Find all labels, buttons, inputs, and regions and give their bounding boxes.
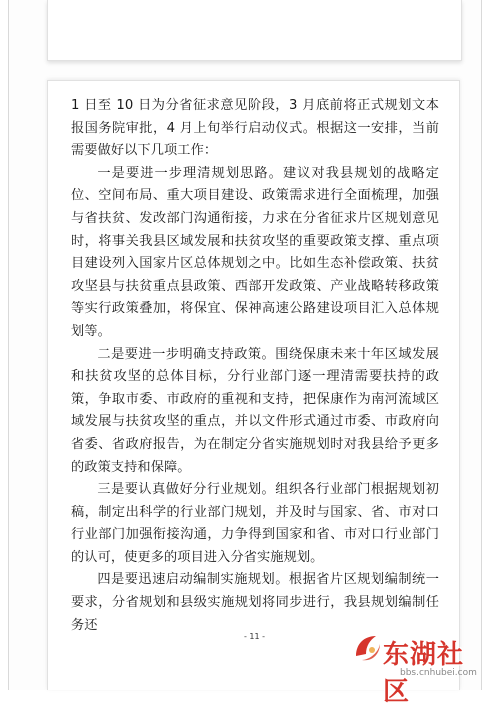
paragraph-item-3: 三是要认真做好分行业规划。组织各行业部门根据规划初稿，制定出科学的行业部门规划，并及时与国家、省、市对口行业部门加强衔接沟通，力争得到国家和省、市对口行业部门的认可，使更多的项目进入分省实施规划。 xyxy=(71,482,439,565)
paragraph-continuation: 1 日至 10 日为分省征求意见阶段，3 月底前将正式规划文本报国务院审批，4 月上旬举行启动仪式。根据这一安排，当前需要做好以下几项工作： xyxy=(71,98,439,159)
watermark-url: bbs.cnhubei.com xyxy=(400,668,477,678)
forum-watermark xyxy=(350,626,485,707)
body-text xyxy=(71,95,439,637)
paragraph-item-4: 四是要迅速启动编制实施规划。根据省片区规划编制统一要求，分省规划和县级实施规划将同步进行，我县规划编制任务还 xyxy=(71,572,439,633)
viewer-frame xyxy=(8,0,482,690)
document-page xyxy=(47,80,460,690)
forum-logo-icon xyxy=(350,630,386,666)
previous-page-bottom xyxy=(47,0,462,61)
watermark-title: 东湖社区 xyxy=(383,640,465,707)
page-number: - 11 - xyxy=(243,632,266,641)
paragraph-item-2: 二是要进一步明确支持政策。围绕保康未来十年区域发展和扶贫攻坚的总体目标，分行业部门逐一理清需要扶持的政策，争取市委、市政府的重视和支持，把保康作为南河流域区域发展与扶贫攻坚的重点，并以文件形式通过市委、市政府向省委、省政府报告，为在制定分省实施规划时对我县给予更多的政策支持和保障。 xyxy=(71,346,439,475)
paragraph-item-1: 一是要进一步理清规划思路。建议对我县规划的战略定位、空间布局、重大项目建设、政策需求进行全面梳理，加强与省扶贫、发改部门沟通衔接，力求在分省征求片区规划意见时，将事关我县区域发展和扶贫攻坚的重要政策支撑、重点项目建设列入国家片区总体规划之中。比如生态补偿政策、扶贫攻坚县与扶贫重点县政策、西部开发政策、产业战略转移政策等实行政策叠加，将保宜、保神高速公路建设项目汇入总体规划等。 xyxy=(71,165,439,339)
